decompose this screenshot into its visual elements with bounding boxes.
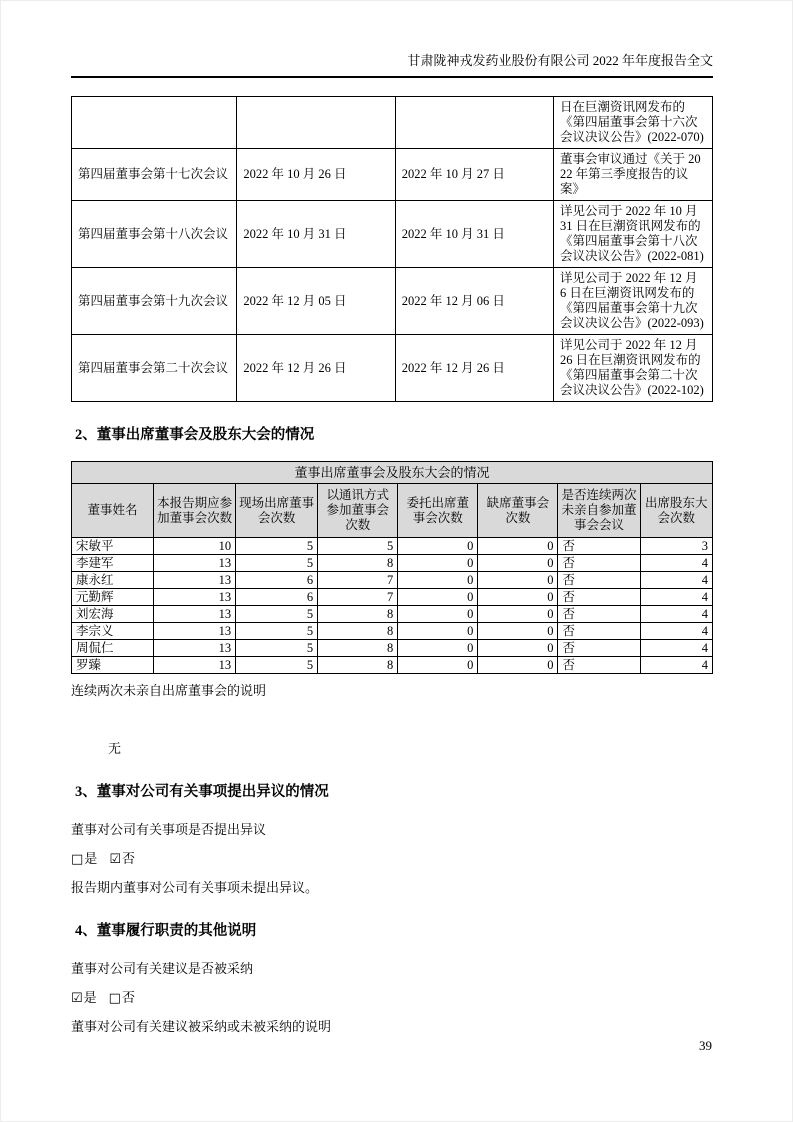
table-cell: 4 <box>640 589 712 606</box>
table-cell: 0 <box>478 538 558 555</box>
table-cell: 4 <box>640 555 712 572</box>
table-cell: 6 <box>236 589 318 606</box>
table-cell <box>237 97 395 149</box>
table-cell: 0 <box>398 640 478 657</box>
table-cell: 现场出席董事会次数 <box>236 484 318 538</box>
table-cell: 第四届董事会第十九次会议 <box>72 268 237 335</box>
table-cell: 否 <box>558 538 640 555</box>
table-cell: 2022 年 10 月 26 日 <box>237 149 395 201</box>
absence-note-label: 连续两次未亲自出席董事会的说明 <box>71 683 267 698</box>
table-cell: 本报告期应参加董事会次数 <box>154 484 236 538</box>
table-cell: 0 <box>398 555 478 572</box>
table-cell: 详见公司于 2022 年 12 月 26 日在巨潮资讯网发布的《第四届董事会第二十次会议决议公告》(2022-102) <box>554 335 713 402</box>
table-cell: 周侃仁 <box>72 640 154 657</box>
page-header <box>71 1 713 78</box>
table-row <box>72 640 713 657</box>
table-row <box>72 97 713 149</box>
option-yes-label: 是 <box>84 851 98 866</box>
absence-note-value: 无 <box>108 741 122 756</box>
table-cell: 2022 年 10 月 31 日 <box>395 201 553 268</box>
table-cell: 元勤辉 <box>72 589 154 606</box>
table-row <box>72 149 713 201</box>
attendance-table-title: 董事出席董事会及股东大会的情况 <box>71 461 713 484</box>
table-cell: 第四届董事会第十七次会议 <box>72 149 237 201</box>
table-cell: 否 <box>558 606 640 623</box>
table-cell: 13 <box>154 555 236 572</box>
section-heading-duties: 4、董事履行职责的其他说明 <box>75 923 257 939</box>
checkbox-checked-icon: ☑ <box>109 852 121 867</box>
table-cell: 否 <box>558 657 640 674</box>
table-cell: 6 <box>236 572 318 589</box>
table-cell: 0 <box>478 640 558 657</box>
table-cell: 董事会审议通过《关于 2022 年第三季度报告的议案》 <box>554 149 713 201</box>
objection-question: 董事对公司有关事项是否提出异议 <box>71 822 267 837</box>
board-meetings-table <box>71 96 713 402</box>
table-cell: 5 <box>236 623 318 640</box>
page-content <box>71 1 713 1035</box>
checkbox-unchecked-icon: □ <box>108 991 121 1006</box>
table-row <box>72 623 713 640</box>
table-cell: 康永红 <box>72 572 154 589</box>
table-cell: 0 <box>478 657 558 674</box>
advice-option-yes <box>71 990 97 1005</box>
header-title: 甘肃陇神戎发药业股份有限公司 2022 年年度报告全文 <box>407 53 713 68</box>
table-cell: 4 <box>640 606 712 623</box>
table-cell: 0 <box>398 606 478 623</box>
option-no-label: 否 <box>121 851 135 866</box>
table-row <box>72 538 713 555</box>
table-cell: 出席股东大会次数 <box>640 484 712 538</box>
table-cell: 是否连续两次未亲自参加董事会会议 <box>558 484 640 538</box>
attendance-table-header <box>72 484 713 538</box>
table-row <box>72 335 713 402</box>
table-cell: 2022 年 12 月 06 日 <box>395 268 553 335</box>
table-cell: 第四届董事会第十八次会议 <box>72 201 237 268</box>
table-cell: 以通讯方式参加董事会次数 <box>318 484 398 538</box>
table-cell: 0 <box>478 572 558 589</box>
option-yes-label: 是 <box>83 990 97 1005</box>
table-cell: 10 <box>154 538 236 555</box>
table-row <box>72 657 713 674</box>
table-cell: 2022 年 10 月 27 日 <box>395 149 553 201</box>
checkbox-unchecked-icon: □ <box>71 852 84 867</box>
table-cell: 罗臻 <box>72 657 154 674</box>
table-cell: 13 <box>154 657 236 674</box>
table-cell: 7 <box>318 572 398 589</box>
table-cell: 13 <box>154 572 236 589</box>
table-cell: 8 <box>318 640 398 657</box>
table-cell: 3 <box>640 538 712 555</box>
table-cell: 第四届董事会第二十次会议 <box>72 335 237 402</box>
table-row <box>72 484 713 538</box>
advice-statement: 董事对公司有关建议被采纳或未被采纳的说明 <box>71 1019 332 1034</box>
table-row <box>72 201 713 268</box>
table-cell: 8 <box>318 623 398 640</box>
table-cell: 0 <box>398 657 478 674</box>
table-cell: 13 <box>154 640 236 657</box>
objection-options <box>71 851 713 868</box>
table-row <box>72 572 713 589</box>
checkbox-checked-icon: ☑ <box>71 991 83 1006</box>
table-cell: 5 <box>236 555 318 572</box>
table-cell: 4 <box>640 657 712 674</box>
table-cell: 5 <box>236 606 318 623</box>
table-cell: 5 <box>236 640 318 657</box>
table-cell: 5 <box>236 538 318 555</box>
table-row <box>72 268 713 335</box>
table-cell: 0 <box>398 623 478 640</box>
table-row <box>72 555 713 572</box>
table-cell: 否 <box>558 555 640 572</box>
advice-options <box>71 990 713 1007</box>
table-cell: 0 <box>478 589 558 606</box>
objection-option-yes <box>71 851 97 866</box>
option-no-label: 否 <box>121 990 135 1005</box>
table-cell: 0 <box>478 623 558 640</box>
table-cell: 宋敏平 <box>72 538 154 555</box>
table-cell: 2022 年 10 月 31 日 <box>237 201 395 268</box>
table-cell <box>395 97 553 149</box>
table-cell: 13 <box>154 589 236 606</box>
table-cell: 详见公司于 2022 年 10 月 31 日在巨潮资讯网发布的《第四届董事会第十八次会议决议公告》(2022-081) <box>554 201 713 268</box>
table-cell: 4 <box>640 572 712 589</box>
table-cell: 2022 年 12 月 26 日 <box>395 335 553 402</box>
table-cell: 日在巨潮资讯网发布的《第四届董事会第十六次会议决议公告》(2022-070) <box>554 97 713 149</box>
table-cell: 缺席董事会次数 <box>478 484 558 538</box>
table-cell: 否 <box>558 589 640 606</box>
table-cell: 5 <box>236 657 318 674</box>
table-cell <box>72 97 237 149</box>
table-cell: 2022 年 12 月 26 日 <box>237 335 395 402</box>
table-cell: 否 <box>558 640 640 657</box>
section-heading-objection: 3、董事对公司有关事项提出异议的情况 <box>75 784 329 800</box>
table-cell: 13 <box>154 623 236 640</box>
board-meetings-rows <box>72 97 713 402</box>
table-row <box>72 589 713 606</box>
table-cell: 7 <box>318 589 398 606</box>
table-cell: 委托出席董事会次数 <box>398 484 478 538</box>
table-cell: 4 <box>640 623 712 640</box>
page-number: 39 <box>699 1038 712 1053</box>
objection-option-no <box>109 851 135 866</box>
table-cell: 董事姓名 <box>72 484 154 538</box>
table-cell: 李宗义 <box>72 623 154 640</box>
table-cell: 0 <box>398 538 478 555</box>
section-heading-attendance: 2、董事出席董事会及股东大会的情况 <box>75 427 315 443</box>
advice-question: 董事对公司有关建议是否被采纳 <box>71 961 254 976</box>
table-cell: 5 <box>318 538 398 555</box>
table-cell: 李建军 <box>72 555 154 572</box>
table-cell: 4 <box>640 640 712 657</box>
table-row <box>72 606 713 623</box>
table-cell: 0 <box>478 555 558 572</box>
advice-option-no <box>109 990 135 1005</box>
table-cell: 详见公司于 2022 年 12 月 6 日在巨潮资讯网发布的《第四届董事会第十九次会议决议公告》(2022-093) <box>554 268 713 335</box>
table-cell: 否 <box>558 623 640 640</box>
table-cell: 刘宏海 <box>72 606 154 623</box>
attendance-table-body <box>72 538 713 674</box>
objection-statement: 报告期内董事对公司有关事项未提出异议。 <box>71 880 319 895</box>
table-cell: 0 <box>398 572 478 589</box>
table-cell: 否 <box>558 572 640 589</box>
table-cell: 8 <box>318 555 398 572</box>
table-cell: 8 <box>318 606 398 623</box>
table-cell: 8 <box>318 657 398 674</box>
table-cell: 2022 年 12 月 05 日 <box>237 268 395 335</box>
attendance-table <box>71 483 713 674</box>
table-cell: 13 <box>154 606 236 623</box>
table-cell: 0 <box>478 606 558 623</box>
table-cell: 0 <box>398 589 478 606</box>
